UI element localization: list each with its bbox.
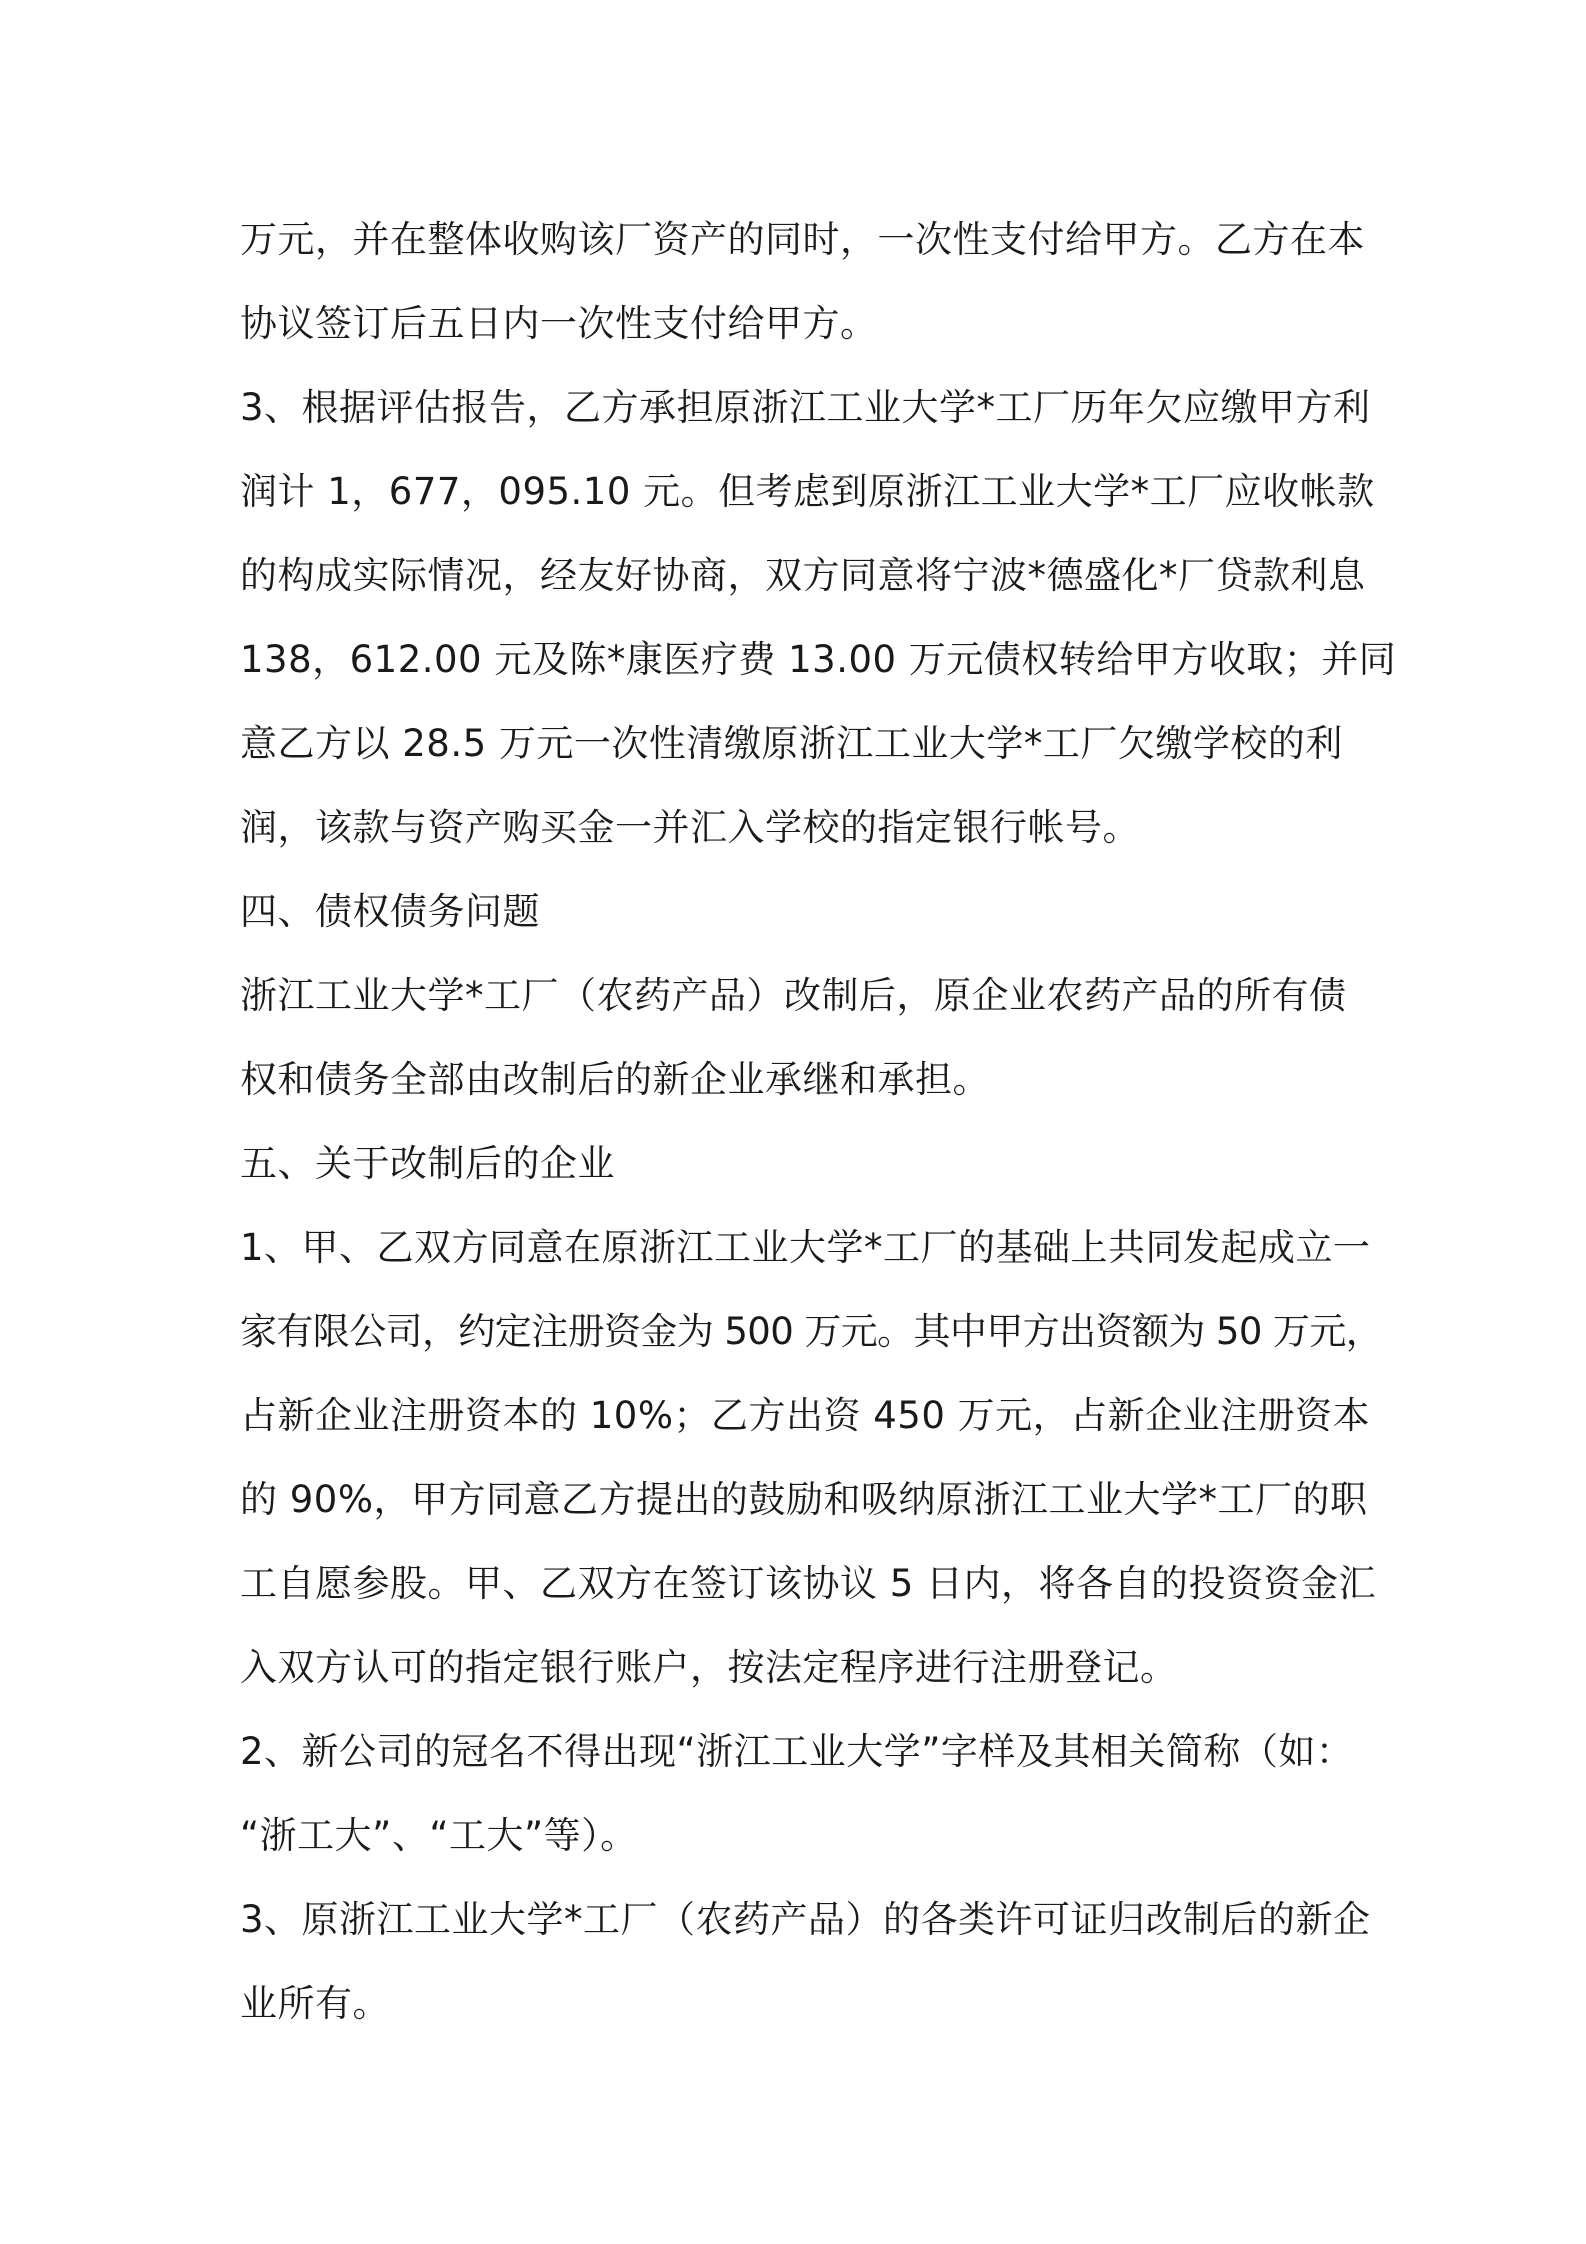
- text-line: 协议签订后五日内一次性支付给甲方。: [240, 302, 878, 345]
- text-line: 2、新公司的冠名不得出现“浙江工业大学”字样及其相关简称（如：: [240, 1730, 1354, 1773]
- text-line: 工自愿参股。甲、乙双方在签订该协议 5 日内，将各自的投资资金汇: [240, 1562, 1377, 1605]
- text-line: 润计 1，677，095.10 元。但考虑到原浙江工业大学*工厂应收帐款: [240, 470, 1375, 513]
- text-line: 业所有。: [240, 1982, 390, 2025]
- text-line: 浙江工业大学*工厂（农药产品）改制后，原企业农药产品的所有债: [240, 974, 1347, 1017]
- text-line: 3、原浙江工业大学*工厂（农药产品）的各类许可证归改制后的新企: [240, 1898, 1371, 1941]
- text-line: 的 90%，甲方同意乙方提出的鼓励和吸纳原浙江工业大学*工厂的职: [240, 1478, 1368, 1521]
- text-line: 入双方认可的指定银行账户，按法定程序进行注册登记。: [240, 1646, 1178, 1689]
- text-line: 138，612.00 元及陈*康医疗费 13.00 万元债权转给甲方收取；并同: [240, 638, 1397, 681]
- text-line: 的构成实际情况，经友好协商，双方同意将宁波*德盛化*厂贷款利息: [240, 554, 1366, 597]
- document-body: [240, 198, 1397, 2046]
- text-line: 3、根据评估报告，乙方承担原浙江工业大学*工厂历年欠应缴甲方利: [240, 386, 1371, 429]
- text-line: “浙工大”、“工大”等）。: [240, 1814, 638, 1857]
- text-line: 意乙方以 28.5 万元一次性清缴原浙江工业大学*工厂欠缴学校的利: [240, 722, 1343, 765]
- text-line: 权和债务全部由改制后的新企业承继和承担。: [240, 1058, 990, 1101]
- section-heading: 五、关于改制后的企业: [240, 1142, 615, 1185]
- section-heading: 四、债权债务问题: [240, 890, 540, 933]
- text-line: 万元，并在整体收购该厂资产的同时，一次性支付给甲方。乙方在本: [240, 218, 1365, 261]
- text-line: 润，该款与资产购买金一并汇入学校的指定银行帐号。: [240, 806, 1140, 849]
- text-line: 家有限公司，约定注册资金为 500 万元。其中甲方出资额为 50 万元，: [240, 1310, 1383, 1353]
- text-line: 1、甲、乙双方同意在原浙江工业大学*工厂的基础上共同发起成立一: [240, 1226, 1371, 1269]
- text-line: 占新企业注册资本的 10%；乙方出资 450 万元，占新企业注册资本: [240, 1394, 1371, 1437]
